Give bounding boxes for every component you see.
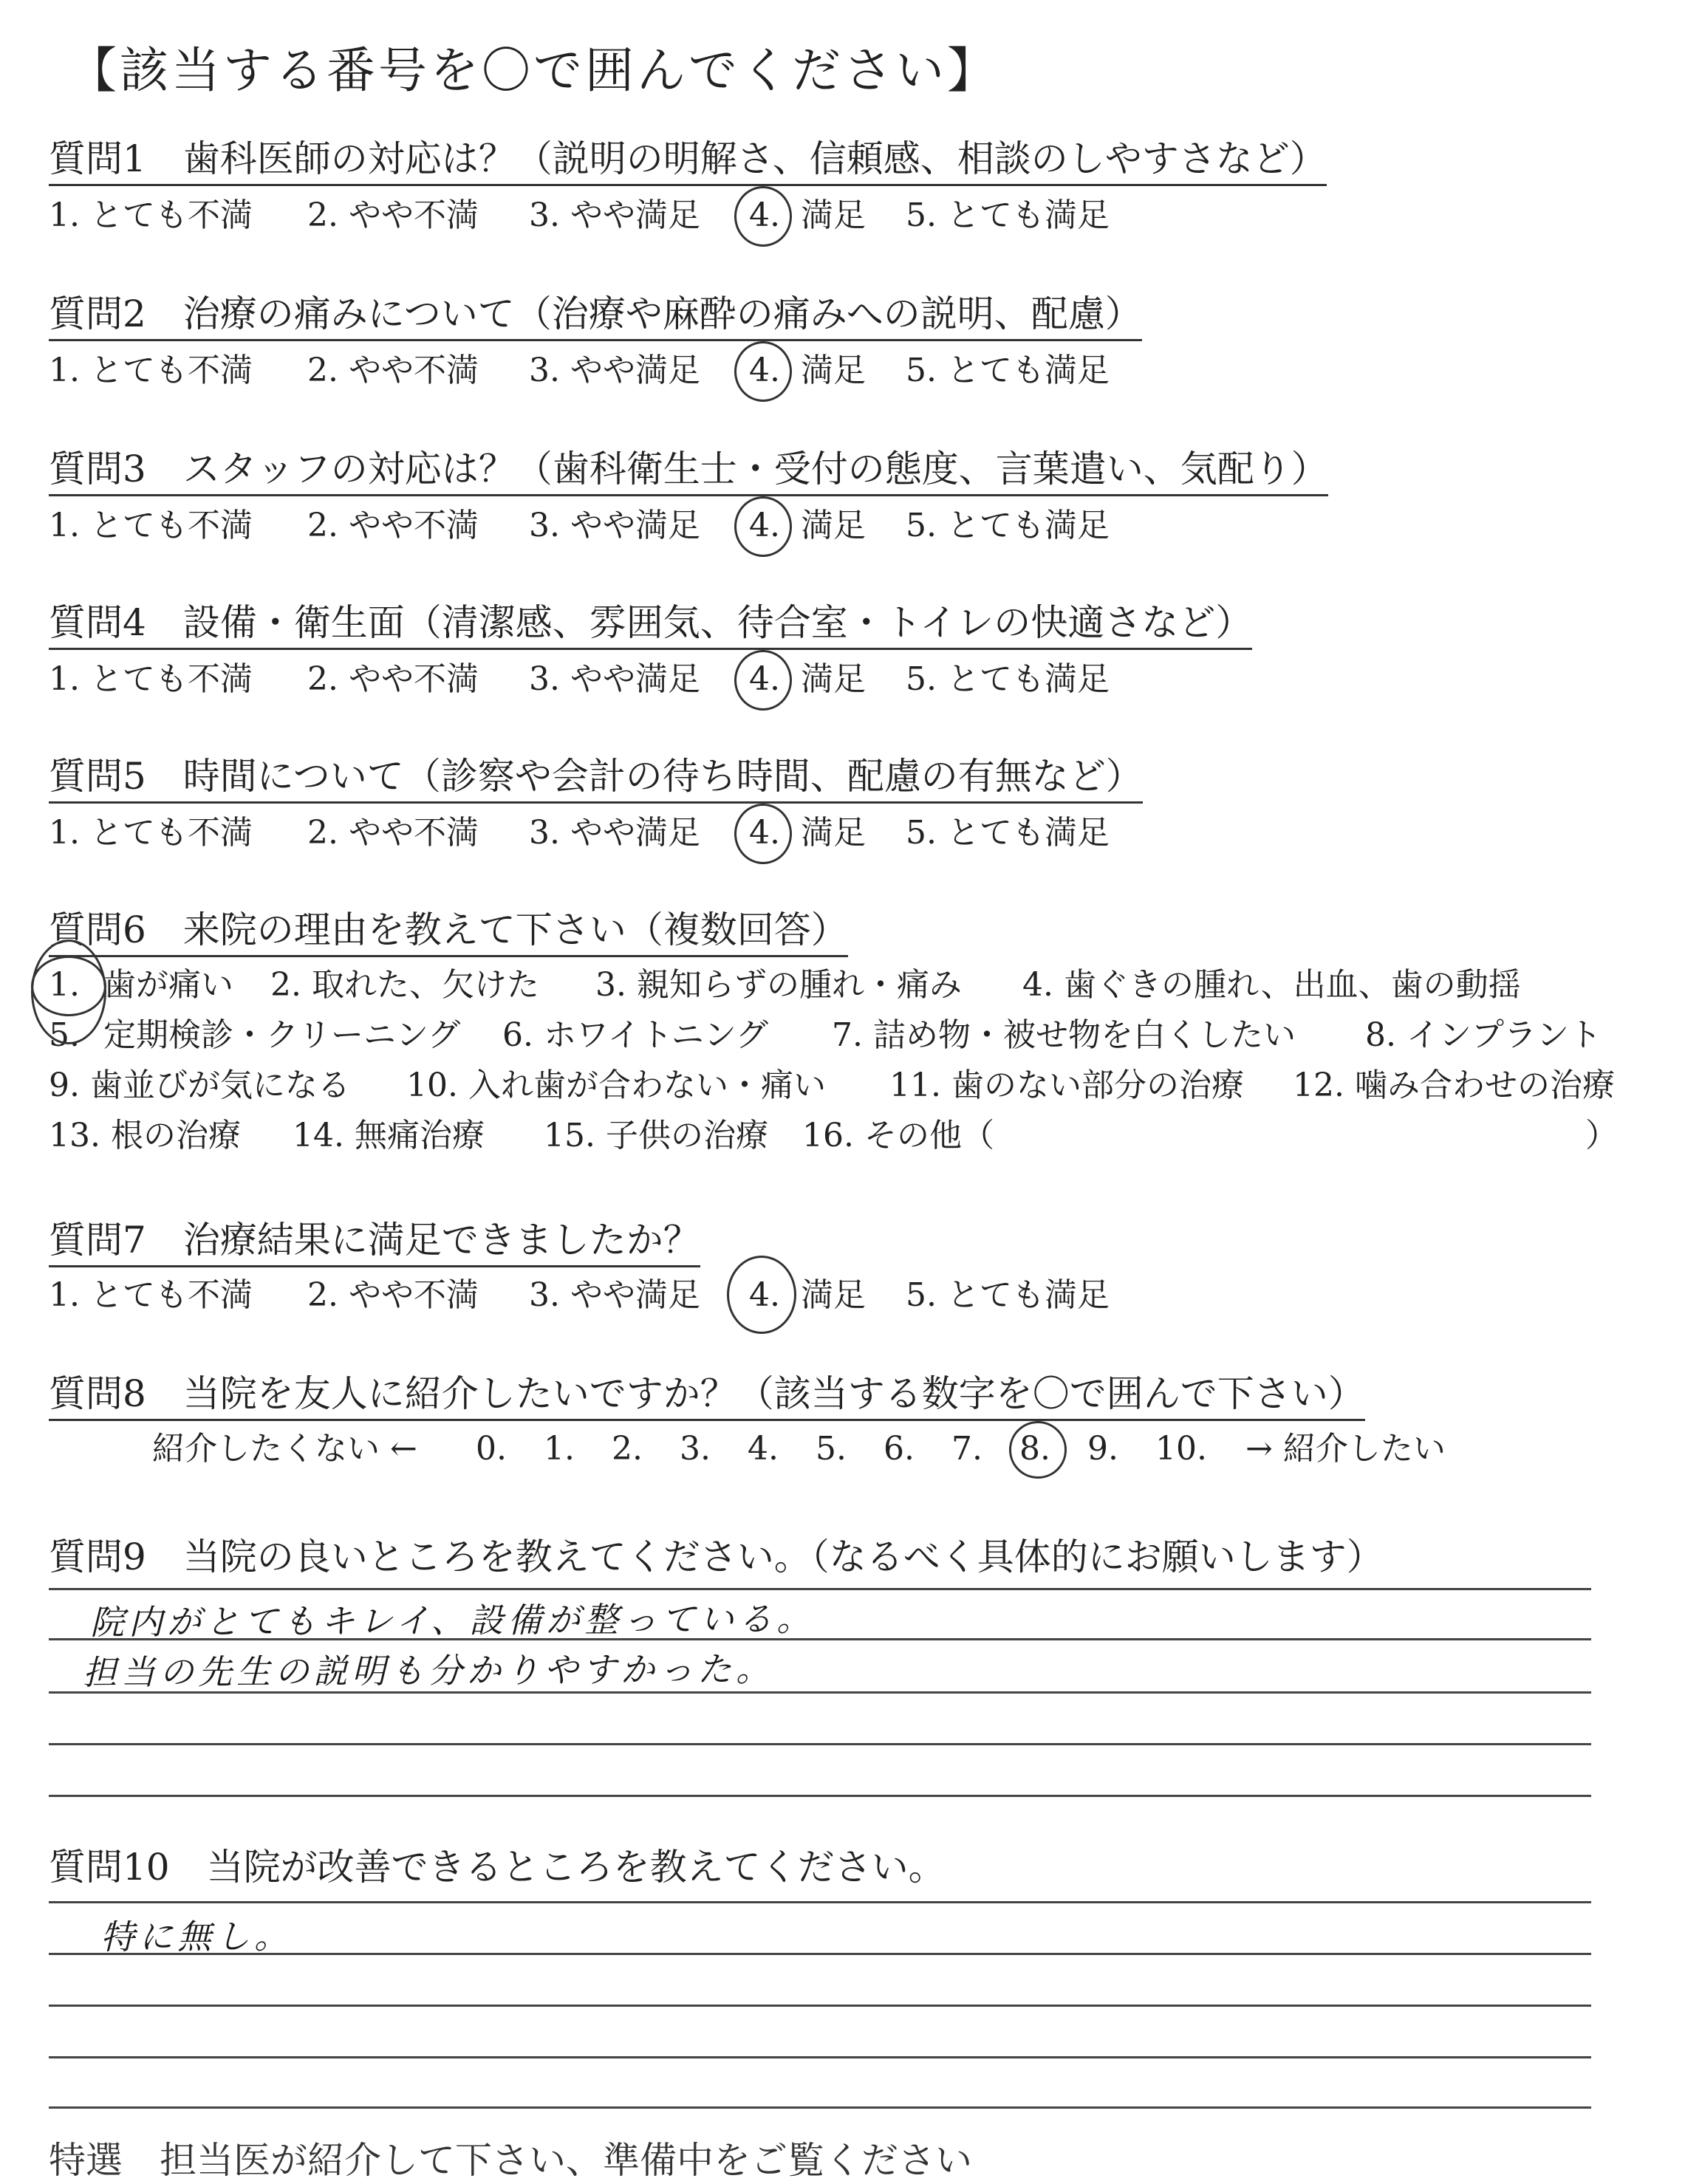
q6-reason-5-num[interactable]: 5.: [49, 1016, 80, 1054]
q4-title: 質問4 設備・衛生面（清潔感、雰囲気、待合室・トイレの快適さなど）: [49, 603, 1252, 650]
q6-title: 質問6 来院の理由を教えて下さい（複数回答）: [49, 910, 848, 957]
answer-line: [49, 2106, 1591, 2109]
q6-reason-14[interactable]: 14. 無痛治療: [293, 1117, 485, 1154]
q6-reason-4[interactable]: 4. 歯ぐきの腫れ、出血、歯の動揺: [1022, 966, 1521, 1004]
q8-score-1[interactable]: 1.: [544, 1430, 575, 1468]
q5-option-1[interactable]: 1. とても不満: [49, 814, 253, 852]
q8-right-label: → 紹介したい: [1245, 1430, 1446, 1468]
q6-reason-8[interactable]: 8. インプラント: [1365, 1016, 1602, 1054]
q6-reason-13[interactable]: 13. 根の治療: [49, 1117, 241, 1154]
q6-reason-3[interactable]: 3. 親知らずの腫れ・痛み: [595, 966, 962, 1004]
q1-option-4[interactable]: 4.: [749, 196, 780, 234]
q8-score-0[interactable]: 0.: [476, 1430, 507, 1468]
q7-option-5[interactable]: 5. とても満足: [906, 1276, 1110, 1314]
q5-option-5[interactable]: 5. とても満足: [906, 814, 1110, 852]
q3-option-4-label: 満足: [801, 507, 866, 544]
q6-reason-15[interactable]: 15. 子供の治療: [544, 1117, 768, 1154]
answer-line: [49, 1638, 1591, 1640]
q6-reason-1: 歯が痛い: [103, 966, 233, 1004]
q6-reason-10[interactable]: 10. 入れ歯が合わない・痛い: [406, 1067, 826, 1104]
q3-option-1[interactable]: 1. とても不満: [49, 507, 253, 544]
q4-option-2[interactable]: 2. やや不満: [307, 660, 479, 698]
q2-option-3[interactable]: 3. やや満足: [529, 352, 700, 389]
q2-option-1[interactable]: 1. とても不満: [49, 352, 253, 389]
q4-option-5[interactable]: 5. とても満足: [906, 660, 1110, 698]
q4-option-1[interactable]: 1. とても不満: [49, 660, 253, 698]
q9-answer-2[interactable]: 担当の先生の説明も分かりやすかった。: [82, 1649, 775, 1693]
q1-option-3[interactable]: 3. やや満足: [529, 196, 700, 234]
q1-title: 質問1 歯科医師の対応は？（説明の明解さ、信頼感、相談のしやすさなど）: [49, 139, 1327, 186]
q6-reason-16-close: ）: [1585, 1117, 1618, 1154]
q7-title: 質問7 治療結果に満足できましたか？: [49, 1220, 700, 1267]
q1-option-1[interactable]: 1. とても不満: [49, 196, 253, 234]
q8-score-3[interactable]: 3.: [680, 1430, 711, 1468]
q10-title: 質問10 当院が改善できるところを教えてください。: [49, 1846, 946, 1889]
q8-score-6[interactable]: 6.: [884, 1430, 915, 1468]
q2-option-4-label: 満足: [801, 352, 866, 389]
q8-score-4[interactable]: 4.: [748, 1430, 779, 1468]
q7-option-3[interactable]: 3. やや満足: [529, 1276, 700, 1314]
q8-nps-scale: [49, 1430, 1600, 1477]
q10-answer-1[interactable]: 特に無し。: [100, 1916, 293, 1957]
q6-reason-7[interactable]: 7. 詰め物・被せ物を白くしたい: [832, 1016, 1296, 1054]
q9-title: 質問9 当院の良いところを教えてください。（なるべく具体的にお願いします）: [49, 1536, 1384, 1578]
answer-line: [49, 1743, 1591, 1745]
q1-option-2[interactable]: 2. やや不満: [307, 196, 479, 234]
q8-score-8[interactable]: 8.: [1019, 1430, 1050, 1468]
q8-score-9[interactable]: 9.: [1087, 1430, 1118, 1468]
q8-title: 質問8 当院を友人に紹介したいですか？（該当する数字を〇で囲んで下さい）: [49, 1374, 1365, 1421]
q7-option-4[interactable]: 4.: [749, 1276, 780, 1314]
q8-score-7[interactable]: 7.: [951, 1430, 982, 1468]
q5-option-4-label: 満足: [801, 814, 866, 852]
q2-option-2[interactable]: 2. やや不満: [307, 352, 479, 389]
q5-title: 質問5 時間について（診察や会計の待ち時間、配慮の有無など）: [49, 756, 1143, 804]
answer-line: [49, 1588, 1591, 1590]
q7-option-1[interactable]: 1. とても不満: [49, 1276, 253, 1314]
q4-option-4-label: 満足: [801, 660, 866, 698]
q5-option-4[interactable]: 4.: [749, 814, 780, 852]
footer-cutoff-text: 特選 担当医が紹介して下さい、準備中をご覧ください: [49, 2139, 972, 2182]
answer-line: [49, 1901, 1591, 1903]
answer-line: [49, 1795, 1591, 1797]
q4-option-3[interactable]: 3. やや満足: [529, 660, 700, 698]
q5-option-3[interactable]: 3. やや満足: [529, 814, 700, 852]
answer-line: [49, 2056, 1591, 2058]
q8-score-2[interactable]: 2.: [612, 1430, 643, 1468]
q6-reasons: [49, 966, 1659, 1176]
q9-answer-1[interactable]: 院内がとてもキレイ、設備が整っている。: [89, 1598, 816, 1643]
q2-option-5[interactable]: 5. とても満足: [906, 352, 1110, 389]
q6-reason-12[interactable]: 12. 噛み合わせの治療: [1293, 1067, 1615, 1104]
q8-score-5[interactable]: 5.: [816, 1430, 847, 1468]
q7-option-2[interactable]: 2. やや不満: [307, 1276, 479, 1314]
q6-reason-16[interactable]: 16. その他（: [802, 1117, 994, 1154]
q3-option-4[interactable]: 4.: [749, 507, 780, 544]
q2-title: 質問2 治療の痛みについて（治療や麻酔の痛みへの説明、配慮）: [49, 294, 1142, 341]
q1-option-5[interactable]: 5. とても満足: [906, 196, 1110, 234]
answer-line: [49, 2005, 1591, 2007]
q3-title: 質問3 スタッフの対応は？（歯科衛生士・受付の態度、言葉遣い、気配り）: [49, 449, 1328, 496]
q3-option-5[interactable]: 5. とても満足: [906, 507, 1110, 544]
q6-reason-2[interactable]: 2. 取れた、欠けた: [270, 966, 539, 1004]
q6-reason-11[interactable]: 11. 歯のない部分の治療: [889, 1067, 1244, 1104]
answer-line: [49, 1953, 1591, 1955]
q8-left-label: 紹介したくない ←: [152, 1430, 417, 1468]
answer-line: [49, 1691, 1591, 1694]
q2-option-4[interactable]: 4.: [749, 352, 780, 389]
q6-reason-1-num[interactable]: 1.: [49, 966, 80, 1004]
q7-option-4-label: 満足: [801, 1276, 866, 1314]
q1-option-4-label: 満足: [801, 196, 866, 234]
q6-reason-9[interactable]: 9. 歯並びが気になる: [49, 1067, 350, 1104]
q5-option-2[interactable]: 2. やや不満: [307, 814, 479, 852]
form-header: 【該当する番号を〇で囲んでください】: [68, 42, 999, 99]
q8-score-10[interactable]: 10.: [1155, 1430, 1207, 1468]
q6-reason-6[interactable]: 6. ホワイトニング: [502, 1016, 769, 1054]
q3-option-3[interactable]: 3. やや満足: [529, 507, 700, 544]
q6-reason-5: 定期検診・クリーニング: [103, 1016, 461, 1054]
q4-option-4[interactable]: 4.: [749, 660, 780, 698]
q3-option-2[interactable]: 2. やや不満: [307, 507, 479, 544]
